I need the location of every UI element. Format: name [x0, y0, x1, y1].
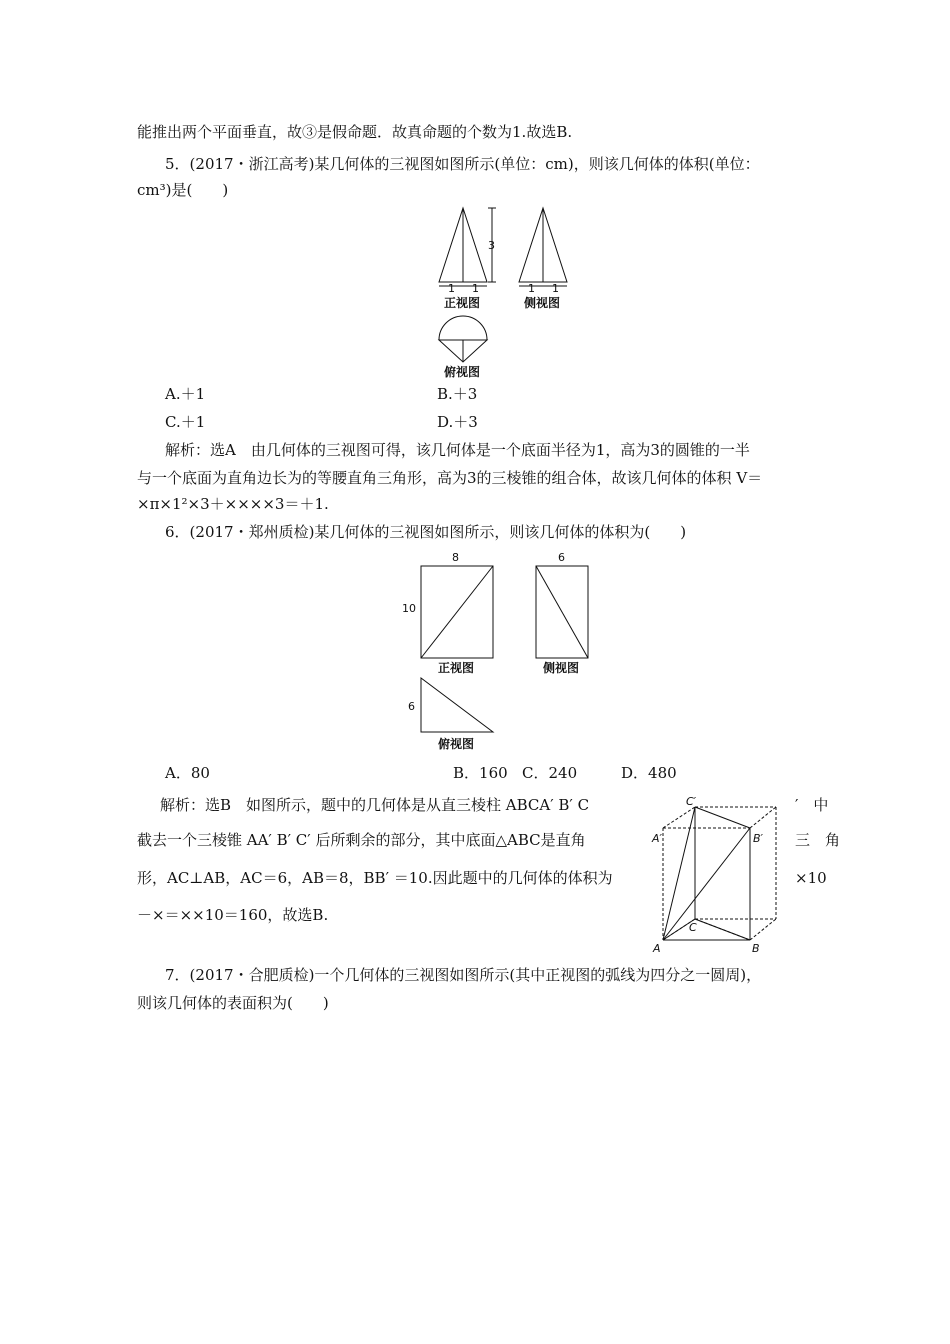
vertex-label-c: C [689, 921, 697, 934]
question-5-stem: 5．(2017・浙江高考)某几何体的三视图如图所示(单位：cm)，则该几何体的体积(单位： [165, 155, 760, 173]
question-5-stem-cont: cm³)是( ) [137, 181, 229, 199]
solution-6-line-1-end: ′ 中 [795, 796, 829, 814]
solution-6-line-2: 截去一个三棱锥 AA′ B′ C′ 后所剩余的部分，其中底面△ABC是直角 [137, 831, 586, 849]
front-width-label: 8 [452, 551, 459, 564]
prism-diagram [650, 795, 785, 955]
front-width-left-label: 1 [448, 282, 455, 295]
top-view [421, 678, 493, 732]
front-view-caption: 正视图 [438, 661, 475, 675]
side-view [519, 208, 567, 286]
option-c: C.＋1 [165, 413, 206, 431]
solution-6-line-1: 解析：选B 如图所示，题中的几何体是从直三棱柱 ABCA′ B′ C [160, 796, 590, 814]
question-6-stem: 6．(2017・郑州质检)某几何体的三视图如图所示，则该几何体的体积为( ) [165, 523, 687, 541]
vertex-label-a: A [653, 942, 661, 955]
vertex-label-b: B [752, 942, 760, 955]
solution-6-line-4: －×＝××10＝160，故选B. [137, 906, 329, 924]
vertex-label-a1: A′ [652, 832, 663, 845]
side-view-caption: 侧视图 [543, 661, 580, 675]
front-height-label: 10 [402, 602, 416, 615]
option-c: C．240 [522, 764, 578, 782]
question-7-stem-cont: 则该几何体的表面积为( ) [137, 994, 329, 1012]
front-view-caption: 正视图 [444, 296, 481, 310]
front-height-label: 3 [488, 239, 495, 252]
option-a: A．80 [165, 764, 210, 782]
option-b: B.＋3 [437, 385, 478, 403]
text-line: 能推出两个平面垂直，故③是假命题．故真命题的个数为1.故选B. [137, 123, 573, 141]
option-a: A.＋1 [165, 385, 206, 403]
side-width-left-label: 1 [528, 282, 535, 295]
side-width-right-label: 1 [552, 282, 559, 295]
option-d: D．480 [621, 764, 677, 782]
front-width-right-label: 1 [472, 282, 479, 295]
option-d: D.＋3 [437, 413, 478, 431]
solution-6-line-3: 形，AC⊥AB，AC＝6，AB＝8，BB′ ＝10.因此题中的几何体的体积为 [137, 869, 613, 887]
question-5-three-view-figure [430, 200, 570, 380]
vertex-label-c1: C′ [686, 795, 697, 808]
top-view [439, 316, 487, 362]
solution-6-line-2-end: 三 角 [795, 831, 841, 849]
top-height-label: 6 [408, 700, 415, 713]
question-7-stem: 7．(2017・合肥质检)一个几何体的三视图如图所示(其中正视图的弧线为四分之一圆周)， [165, 966, 762, 984]
top-view-caption: 俯视图 [444, 365, 481, 379]
vertex-label-b1: B′ [753, 832, 764, 845]
option-b: B．160 [453, 764, 508, 782]
side-width-label: 6 [558, 551, 565, 564]
solution-5-line-2: 与一个底面为直角边长为的等腰直角三角形，高为3的三棱锥的组合体，故该几何体的体积 V＝ [137, 469, 763, 487]
top-view-caption: 俯视图 [438, 737, 475, 751]
question-6-three-view-figure [400, 548, 600, 754]
solution-5-line-1: 解析：选A 由几何体的三视图可得，该几何体是一个底面半径为1，高为3的圆锥的一半 [165, 441, 750, 459]
solution-5-line-3: ×π×1²×3＋××××3＝＋1. [137, 495, 329, 513]
solution-6-line-3-end: ×10 [795, 869, 827, 887]
side-view-caption: 侧视图 [524, 296, 561, 310]
